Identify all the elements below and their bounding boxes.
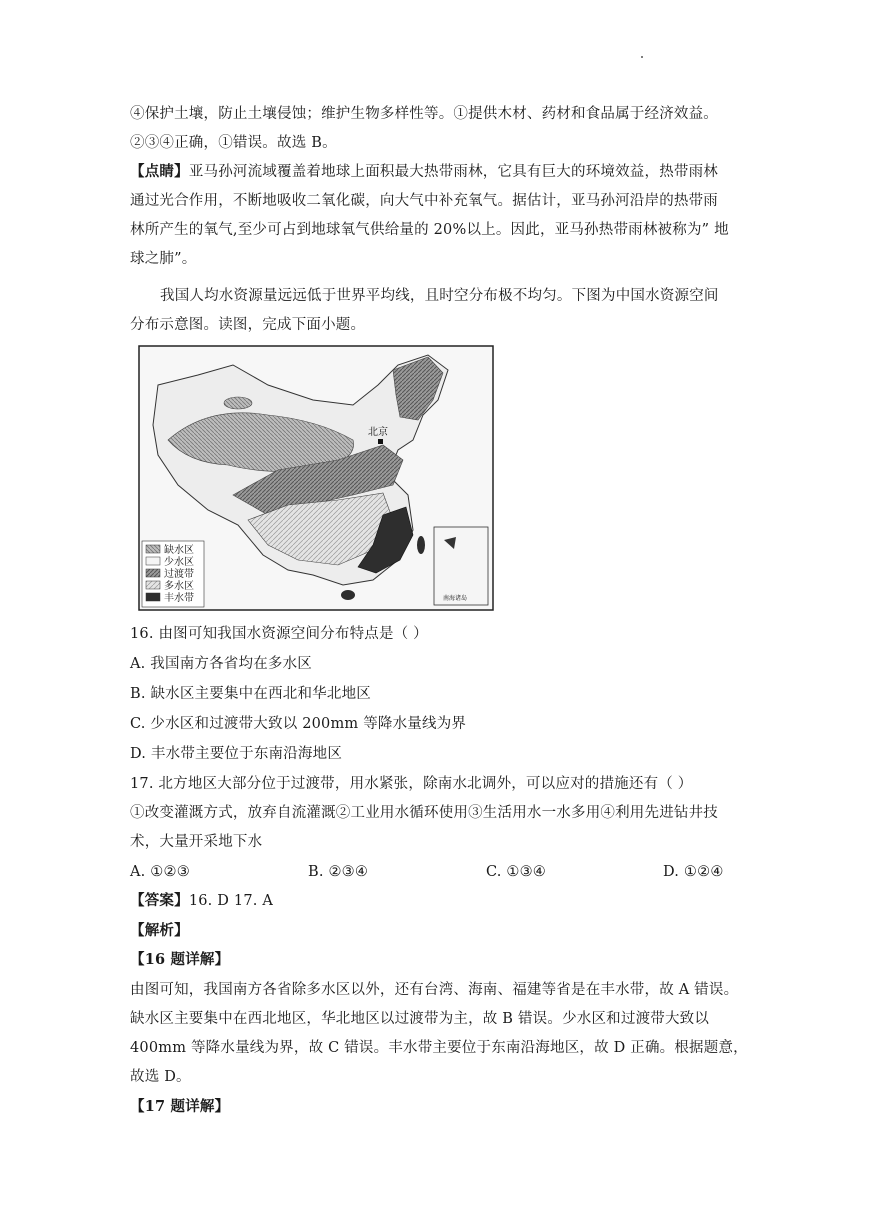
q17-text: ①改变灌溉方式，放弃自流灌溉②工业用水循环使用③生活用水一水多用④利用先进钻井技 <box>130 805 718 821</box>
q17-option-d: D. ①②④ <box>663 864 724 880</box>
detail-16-tag: 【16 题详解】 <box>130 951 230 968</box>
q16-option-b: B. 缺水区主要集中在西北和华北地区 <box>130 686 371 702</box>
legend-swatch-rich <box>146 593 160 601</box>
q17-option-a: A. ①②③ <box>130 864 190 880</box>
question-16-stem: 16. 由图可知我国水资源空间分布特点是（ ） <box>130 626 428 642</box>
text-line <box>130 162 718 182</box>
note-text: 亚马孙河流域覆盖着地球上面积最大热带雨林，它具有巨大的环境效益，热带雨林 <box>188 164 719 180</box>
detail-17-tag: 【17 题详解】 <box>130 1098 230 1115</box>
detail-16-text: 故选 D。 <box>130 1069 191 1085</box>
q17-text: 术，大量开采地下水 <box>130 834 263 850</box>
legend-swatch-transition <box>146 569 160 577</box>
detail-16-text: 由图可知，我国南方各省除多水区以外，还有台湾、海南、福建等省是在丰水带，故 A 错误。 <box>130 982 739 998</box>
legend-label: 丰水带 <box>164 593 194 604</box>
text-line: 球之肺”。 <box>130 251 197 267</box>
beijing-marker <box>378 439 383 444</box>
china-water-resources-map <box>138 345 494 611</box>
intro-line: 我国人均水资源量远远低于世界平均线，且时空分布极不均匀。下图为中国水资源空间 <box>160 288 719 304</box>
legend-swatch-low <box>146 557 160 565</box>
legend-label: 过渡带 <box>164 569 194 580</box>
south-sea-inset <box>434 527 488 605</box>
q16-option-c: C. 少水区和过渡带大致以 200mm 等降水量线为界 <box>130 716 467 732</box>
q17-options <box>130 862 740 882</box>
text-line: ④保护土壤，防止土壤侵蚀；维护生物多样性等。①提供木材、药材和食品属于经济效益。 <box>130 106 718 122</box>
legend-label: 多水区 <box>164 581 194 592</box>
q16-option-a: A. 我国南方各省均在多水区 <box>130 656 312 672</box>
inset-label: 南海诸岛 <box>443 595 468 602</box>
legend-swatch-scarce <box>146 545 160 553</box>
scarce-zone-small <box>224 397 252 409</box>
analysis-tag: 【解析】 <box>130 922 189 939</box>
intro-line: 分布示意图。读图，完成下面小题。 <box>130 317 366 333</box>
detail-16-text: 缺水区主要集中在西北地区，华北地区以过渡带为主，故 B 错误。少水区和过渡带大致以 <box>130 1011 710 1027</box>
legend-label: 少水区 <box>164 557 194 568</box>
taiwan-island <box>417 536 425 554</box>
q17-option-b: B. ②③④ <box>308 864 369 880</box>
text-line: 通过光合作用，不断地吸收二氧化碳，向大气中补充氧气。据估计，亚马孙河沿岸的热带雨 <box>130 193 718 209</box>
map-legend <box>142 541 204 607</box>
hainan-island <box>341 590 355 600</box>
question-17-stem: 17. 北方地区大部分位于过渡带，用水紧张，除南水北调外，可以应对的措施还有（ ） <box>130 776 693 792</box>
note-tag: 【点睛】 <box>130 163 189 180</box>
text-line: ②③④正确，①错误。故选 B。 <box>130 135 337 151</box>
answer-tag: 【答案】 <box>130 892 189 909</box>
q17-option-c: C. ①③④ <box>486 864 546 880</box>
q16-option-d: D. 丰水带主要位于东南沿海地区 <box>130 746 343 762</box>
page-marker-dot <box>641 56 643 58</box>
text-line: 林所产生的氧气,至少可占到地球氧气供给量的 20%以上。因此，亚马孙热带雨林被称为” 地 <box>130 222 729 238</box>
beijing-label: 北京 <box>368 427 388 438</box>
answer-text: 16. D 17. A <box>188 893 274 909</box>
answer-line <box>130 891 273 911</box>
legend-swatch-multi <box>146 581 160 589</box>
detail-16-text: 400mm 等降水量线为界，故 C 错误。丰水带主要位于东南沿海地区，故 D 正确。根据题意， <box>130 1040 748 1056</box>
legend-label: 缺水区 <box>164 545 194 556</box>
